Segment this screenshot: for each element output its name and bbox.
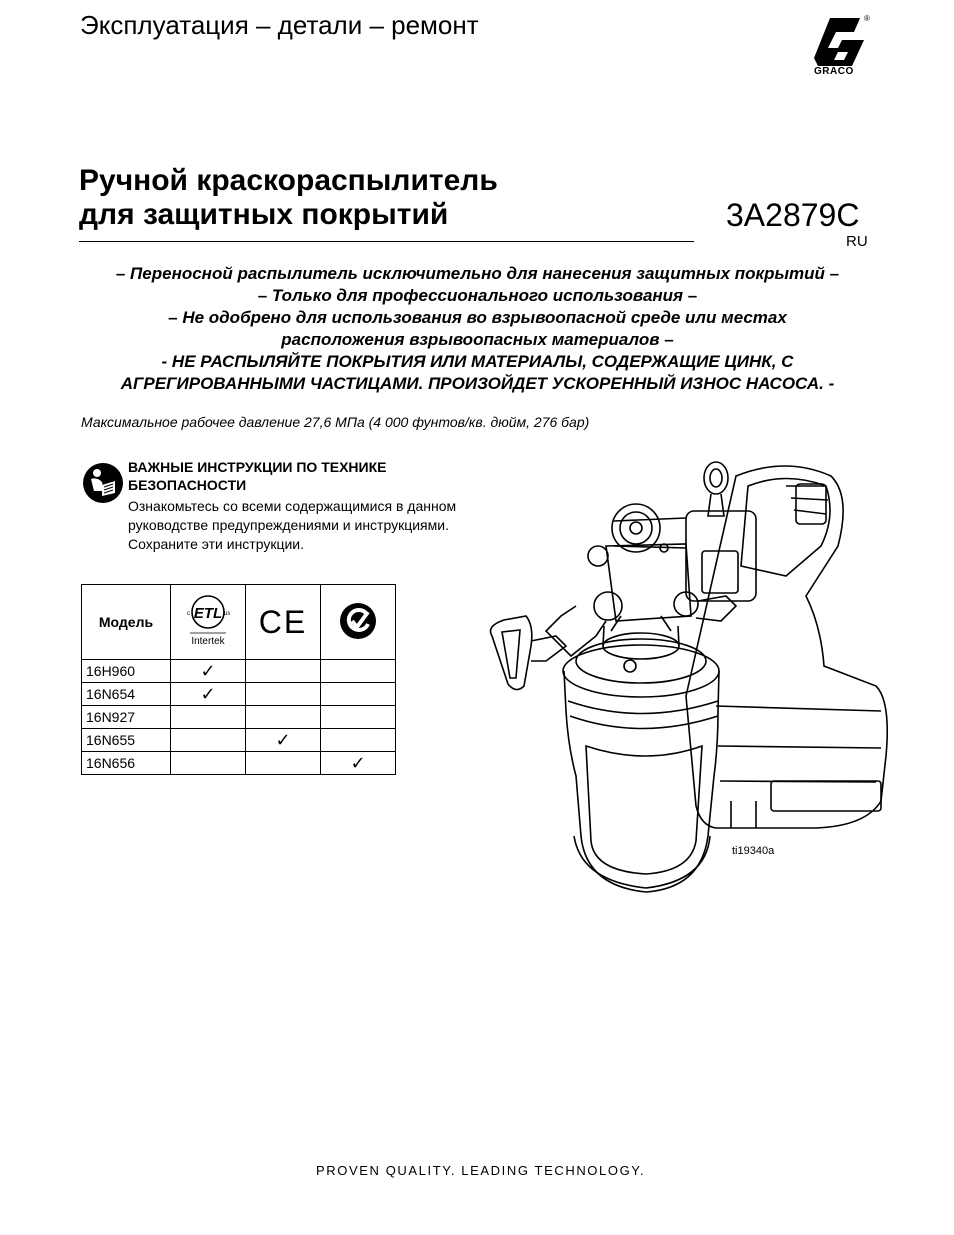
registered-mark: ®	[864, 14, 870, 23]
model-cell: 16N654	[82, 683, 171, 706]
etl-cell	[171, 752, 246, 775]
ce-column-header	[246, 585, 321, 660]
table-row	[82, 729, 396, 752]
notice-line: - НЕ РАСПЫЛЯЙТЕ ПОКРЫТИЯ ИЛИ МАТЕРИАЛЫ, СОДЕРЖАЩИЕ ЦИНК, С	[161, 352, 794, 371]
document-title-line1: Ручной краскораспылитель	[79, 164, 498, 197]
etl-cell: ✓	[171, 683, 246, 706]
table-header-row	[82, 585, 396, 660]
model-cell: 16H960	[82, 660, 171, 683]
notice-line: АГРЕГИРОВАННЫМИ ЧАСТИЦАМИ. ПРОИЗОЙДЕТ УСКОРЕННЫЙ ИЗНОС НАСОСА. -	[120, 374, 835, 393]
document-language: RU	[846, 233, 868, 250]
sprayer-illustration	[486, 456, 906, 898]
ctick-cell	[321, 660, 396, 683]
max-pressure-text: Максимальное рабочее давление 27,6 МПа (4 000 фунтов/кв. дюйм, 276 бар)	[81, 414, 590, 430]
c-tick-icon	[339, 602, 377, 640]
ctick-cell	[321, 683, 396, 706]
ce-mark-icon: CE	[258, 603, 308, 640]
ctick-cell	[321, 706, 396, 729]
etl-intertek-icon	[178, 590, 238, 652]
ctick-column-header	[321, 585, 396, 660]
etl-cell	[171, 729, 246, 752]
read-manual-icon	[82, 462, 124, 504]
ce-cell	[246, 683, 321, 706]
ce-cell	[246, 660, 321, 683]
table-row	[82, 706, 396, 729]
safety-heading-line2: БЕЗОПАСНОСТИ	[128, 477, 247, 493]
safety-heading	[128, 458, 386, 494]
etl-cell: ✓	[171, 660, 246, 683]
safety-body-line3: Сохраните эти инструкции.	[128, 536, 305, 552]
model-cell: 16N927	[82, 706, 171, 729]
table-row	[82, 683, 396, 706]
ce-cell: ✓	[246, 729, 321, 752]
model-approval-table	[81, 584, 396, 775]
safety-heading-line1: ВАЖНЫЕ ИНСТРУКЦИИ ПО ТЕХНИКЕ	[128, 459, 387, 475]
etl-mark-text: ETL	[193, 604, 223, 622]
notice-line: – Только для профессионального использования –	[257, 286, 698, 305]
safety-body-line2: руководстве предупреждениями и инструкциями.	[128, 517, 449, 533]
etl-c-text: c	[187, 610, 190, 617]
manual-type-title: Эксплуатация – детали – ремонт	[80, 10, 479, 40]
table-row	[82, 752, 396, 775]
notice-line: – Не одобрено для использования во взрывоопасной среде или местах	[168, 308, 787, 327]
etl-us-text: us	[224, 610, 231, 617]
safety-body-line1: Ознакомьтесь со всеми содержащимися в данном	[128, 498, 457, 514]
ce-cell	[246, 706, 321, 729]
document-title	[79, 164, 498, 232]
table-row	[82, 660, 396, 683]
ce-cell	[246, 752, 321, 775]
usage-notices	[80, 263, 875, 395]
graco-logo-text: GRACO	[814, 66, 854, 77]
safety-body	[128, 497, 456, 554]
title-rule	[79, 241, 694, 242]
notice-line: расположения взрывоопасных материалов –	[281, 330, 674, 349]
document-title-line2: для защитных покрытий	[79, 198, 449, 231]
ctick-cell	[321, 729, 396, 752]
etl-cell	[171, 706, 246, 729]
intertek-label: Intertek	[191, 635, 225, 647]
figure-id: ti19340a	[732, 845, 775, 857]
ctick-cell: ✓	[321, 752, 396, 775]
footer-slogan: PROVEN QUALITY. LEADING TECHNOLOGY.	[316, 1163, 646, 1178]
document-number: 3A2879C	[726, 197, 860, 233]
notice-line: – Переносной распылитель исключительно для нанесения защитных покрытий –	[115, 264, 840, 283]
etl-column-header	[171, 585, 246, 660]
model-column-header: Модель	[82, 585, 171, 660]
model-cell: 16N655	[82, 729, 171, 752]
model-cell: 16N656	[82, 752, 171, 775]
